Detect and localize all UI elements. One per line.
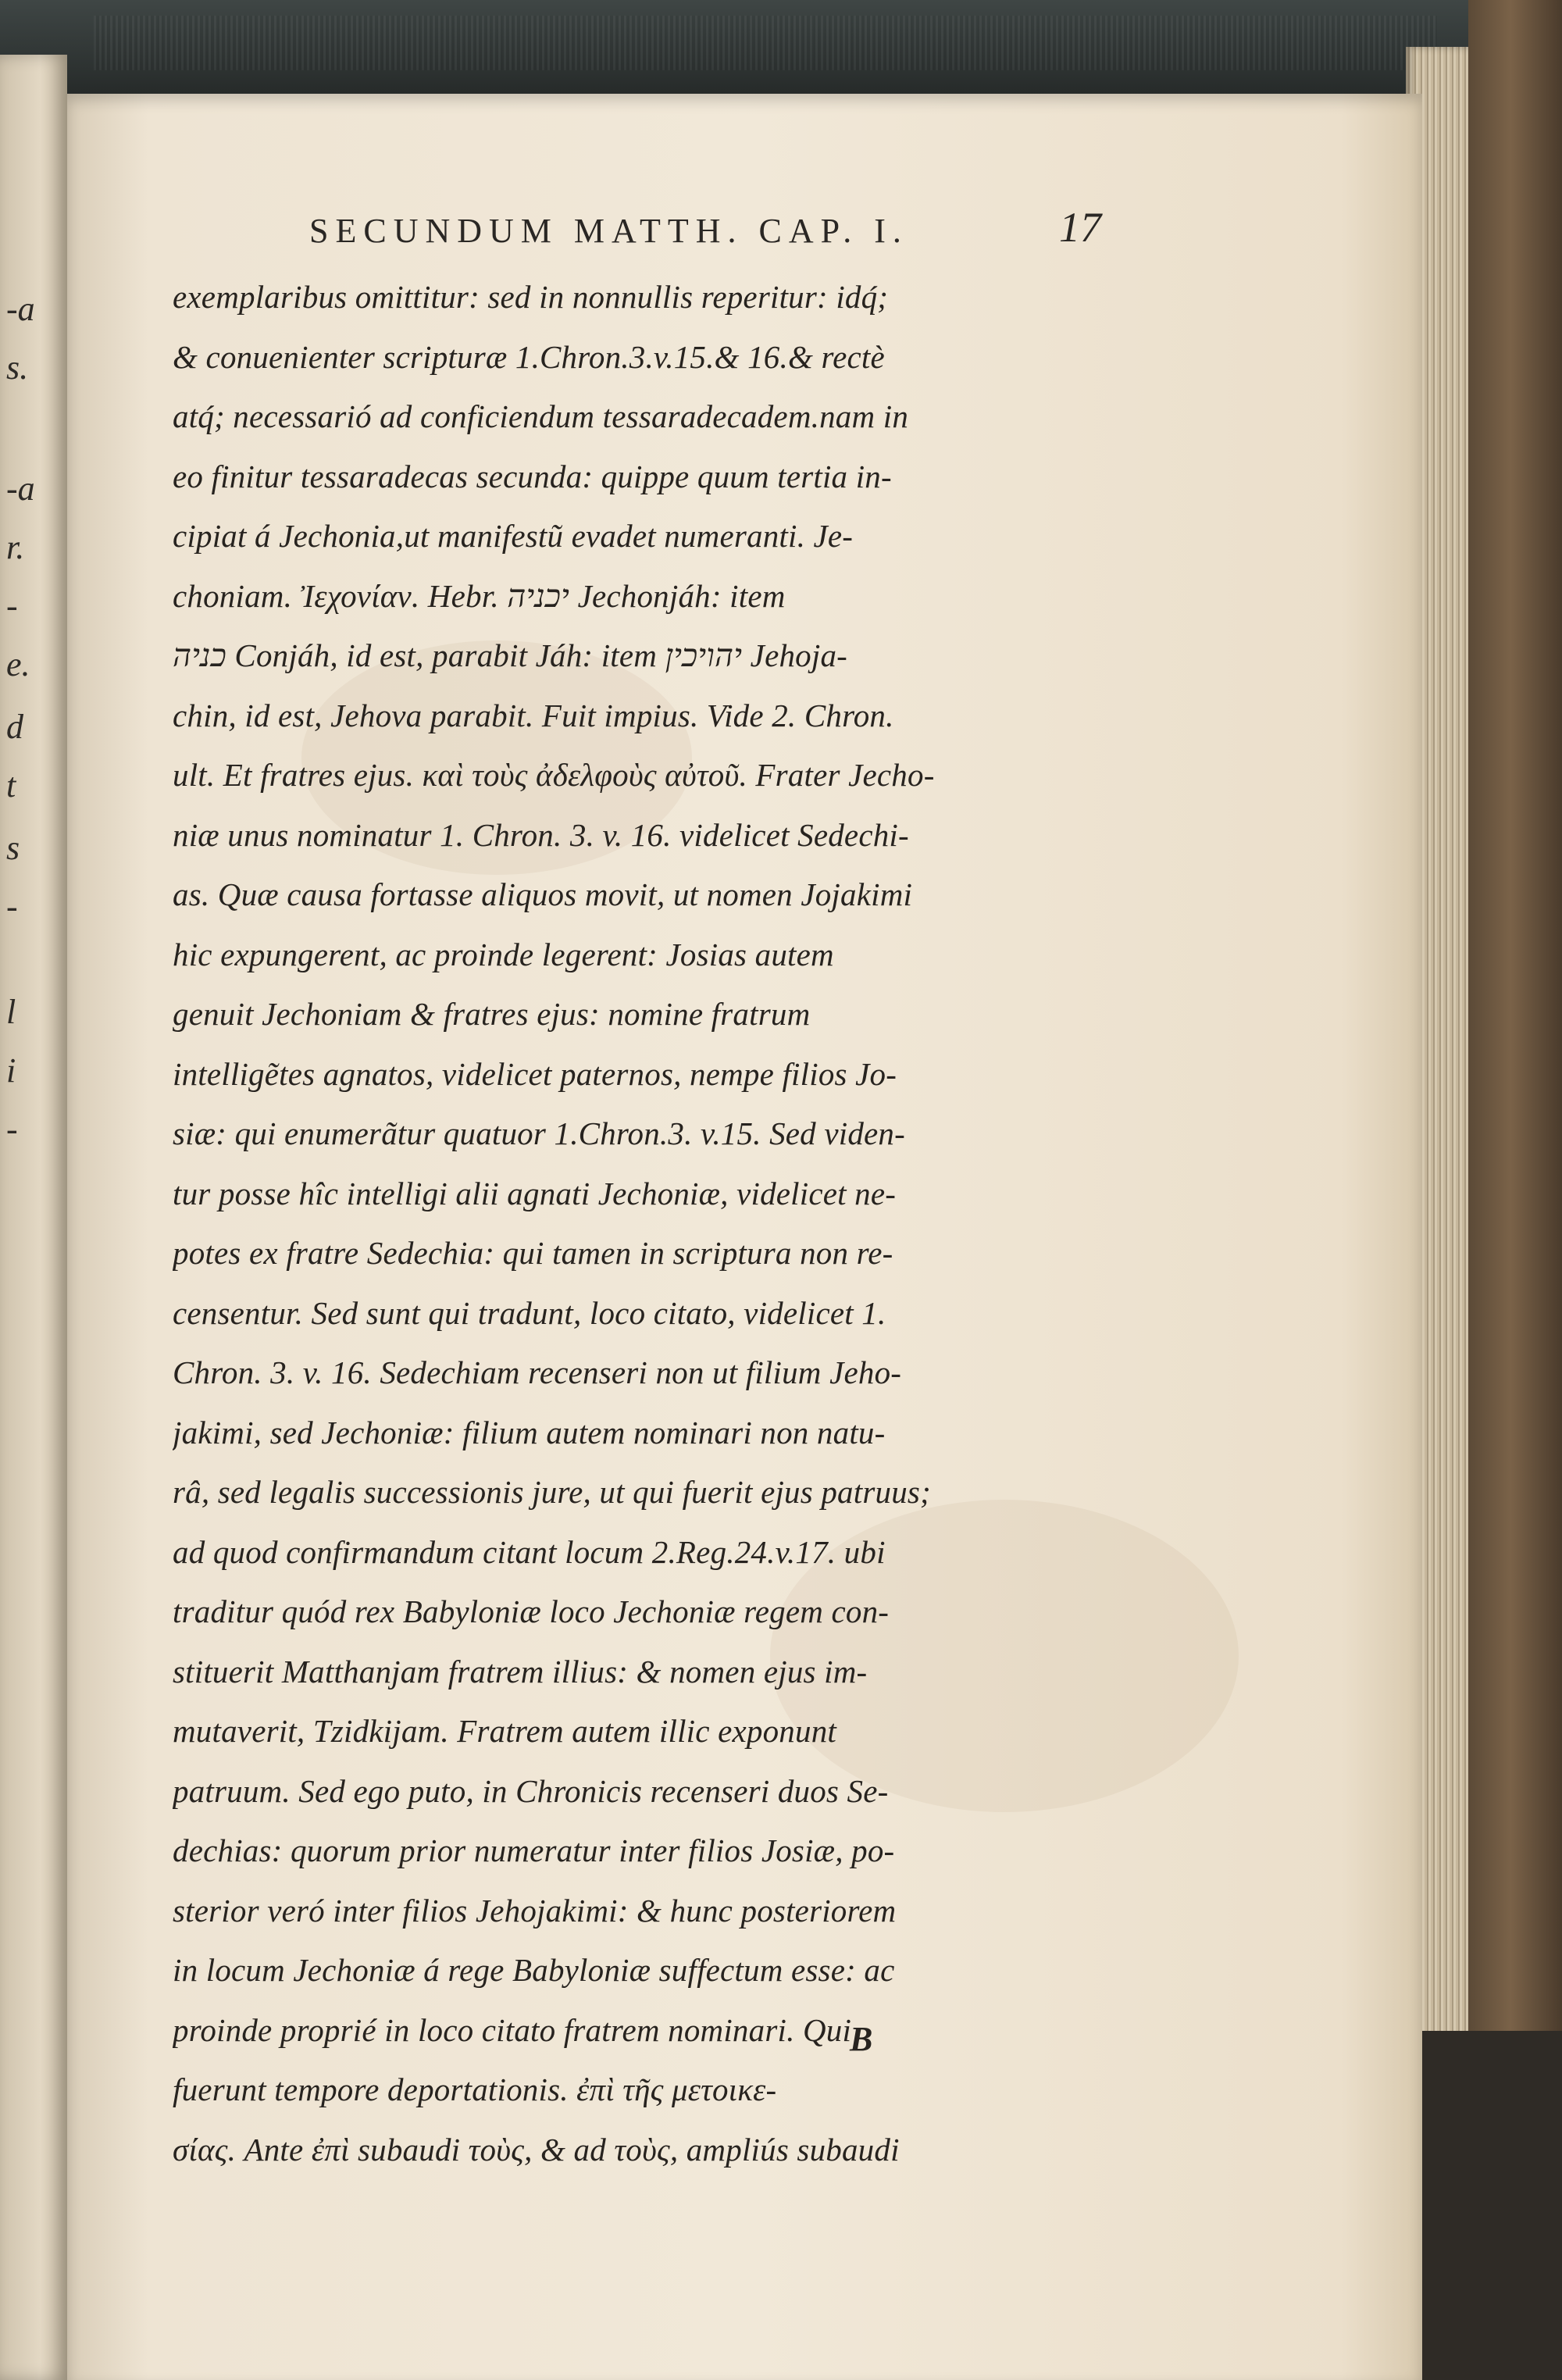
text-line: jakimi, sed Jechoniæ: filium autem nominari non natu- [173,1414,886,1450]
facing-page-fragment: s. [6,348,29,387]
facing-page-fragment: l [6,993,16,1031]
text-line: patruum. Sed ego puto, in Chronicis recenseri duos Se- [173,1772,889,1809]
text-line: genuit Jechoniam & fratres ejus: nomine fratrum [173,996,811,1032]
text-line: hic expungerent, ac proinde legerent: Josias autem [173,936,834,972]
text-line: exemplaribus omittitur: sed in nonnullis reperitur: idq́; [173,279,889,315]
text-line: in locum Jechoniæ á rege Babyloniæ suffectum esse: ac [173,1952,895,1988]
book-page [67,94,1422,2380]
text-line: Chron. 3. v. 16. Sedechiam recenseri non ut filium Jeho- [173,1354,902,1390]
facing-page-fragment: -a [6,469,35,508]
text-line: atq́; necessarió ad conficiendum tessaradecadem.nam in [173,398,909,434]
text-line: as. Quæ causa fortasse aliquos movit, ut nomen Jojakimi [173,876,913,912]
text-line: potes ex fratre Sedechia: qui tamen in scriptura non re- [173,1235,893,1271]
text-line: traditur quód rex Babyloniæ loco Jechoniæ regem con- [173,1593,890,1629]
text-line: dechias: quorum prior numeratur inter filios Josiæ, po- [173,1832,895,1868]
book-cover-right [1468,0,1562,2380]
text-line: râ, sed legalis successionis jure, ut qui fuerit ejus patruus; [173,1474,931,1510]
text-line: ult. Et fratres ejus. καὶ τοὺς ἀδελφοὺς αὐτοῦ. Frater Jecho- [173,757,935,793]
facing-page-fragment: - [6,887,18,926]
facing-page-fragment: -a [6,290,35,328]
text-line: choniam. Ἰεχονίαν. Hebr. יכניה Jechonjáh: item [173,577,786,614]
facing-page-fragment: d [6,708,23,746]
text-line: cipiat á Jechonia,ut manifestũ evadet numeranti. Je- [173,518,854,554]
text-line: sterior veró inter filios Jehojakimi: & hunc posteriorem [173,1892,897,1929]
text-line: eo finitur tessaradecas secunda: quippe quum tertia in- [173,458,892,494]
text-line: proinde proprié in loco citato fratrem nominari. Qui [173,2011,852,2048]
text-line: chin, id est, Jehova parabit. Fuit impius. Vide 2. Chron. [173,697,894,733]
text-line: tur posse hîc intelligi alii agnati Jechoniæ, videlicet ne- [173,1175,897,1211]
text-line: fuerunt tempore deportationis. ἐπὶ τῆς μετοικε- [173,2071,777,2107]
signature-mark: B [850,2020,873,2058]
body-text [173,267,1172,2179]
text-line: & conuenienter scripturæ 1.Chron.3.v.15.& 16.& rectè [173,338,885,375]
page-number: 17 [1059,204,1101,251]
text-line: niæ unus nominatur 1. Chron. 3. v. 16. videlicet Sedechi- [173,816,909,853]
text-line: σίας. Ante ἐπὶ subaudi τοὺς, & ad τοὺς, ampliús subaudi [173,2131,900,2168]
text-line: ad quod confirmandum citant locum 2.Reg.24.v.17. ubi [173,1533,886,1570]
facing-page-fragment: i [6,1051,16,1090]
text-line: mutaverit, Tzidkijam. Fratrem autem illic exponunt [173,1713,836,1749]
text-line: siæ: qui enumerãtur quatuor 1.Chron.3. v.15. Sed viden- [173,1115,905,1151]
facing-page-fragment: - [6,1110,18,1148]
book-binding-top [0,0,1484,109]
text-line: כניה Conjáh, id est, parabit Jáh: item יהויכין Jehoja- [173,637,848,673]
facing-page-fragment: - [6,587,18,625]
running-head: SECUNDUM MATTH. CAP. I. [309,212,908,250]
text-line: censentur. Sed sunt qui tradunt, loco citato, videlicet 1. [173,1294,886,1331]
text-line: stituerit Matthanjam fratrem illius: & nomen ejus im- [173,1653,868,1690]
facing-page-left [0,55,67,2380]
facing-page-fragment: s [6,829,20,867]
facing-page-fragment: t [6,766,16,805]
facing-page-fragment: r. [6,528,25,566]
text-line: intelligẽtes agnatos, videlicet paternos, nempe filios Jo- [173,1055,897,1092]
facing-page-fragment: e. [6,645,30,683]
